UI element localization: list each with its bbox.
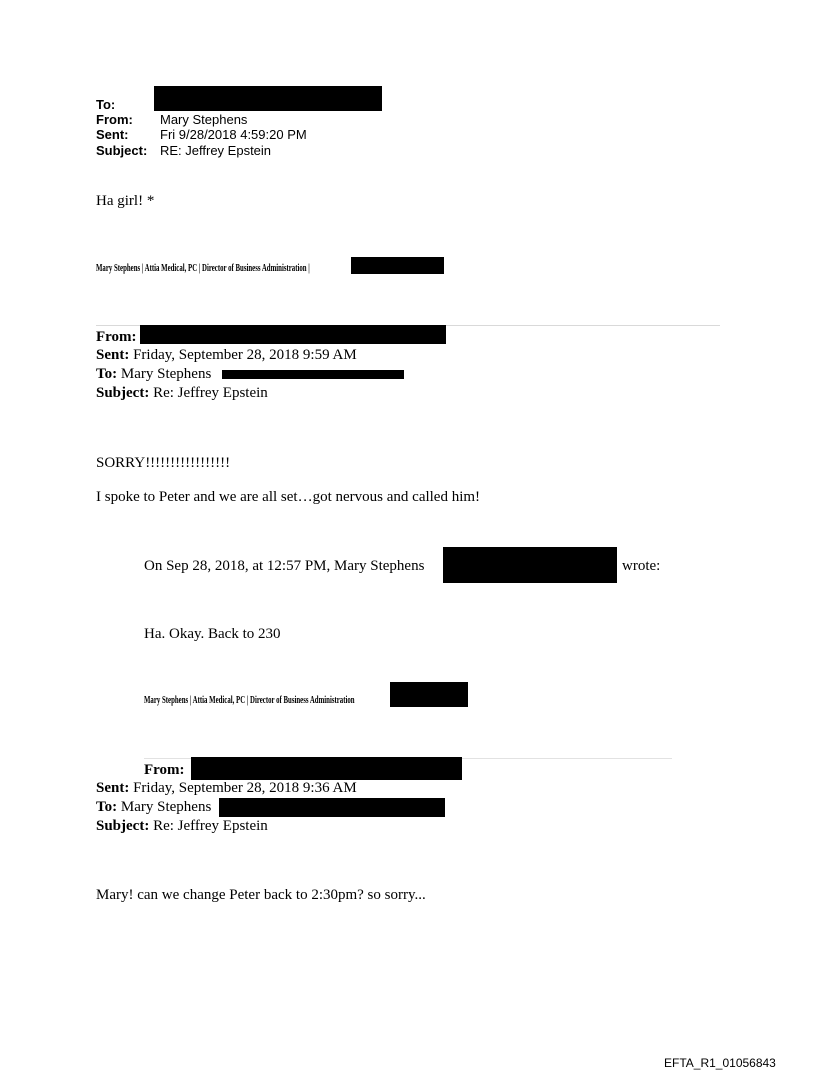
msg3-subject-label: Subject: bbox=[96, 818, 150, 834]
msg3-sent-label: Sent: bbox=[96, 780, 130, 796]
msg3-from-row bbox=[144, 761, 185, 780]
msg3-body: Mary! can we change Peter back to 2:30pm? so sorry... bbox=[96, 887, 426, 903]
header-from-value: Mary Stephens bbox=[160, 112, 248, 127]
quote-intro-prefix: On Sep 28, 2018, at 12:57 PM, Mary Stephens bbox=[144, 558, 425, 574]
header-subject-row bbox=[96, 143, 271, 158]
msg2-to-label: To: bbox=[96, 366, 118, 382]
header-sent-row bbox=[96, 127, 307, 142]
msg3-from-label: From: bbox=[144, 762, 185, 778]
quote-signature-text: Mary Stephens | Attia Medical, PC | Director of Business Administration bbox=[144, 694, 355, 706]
reply1-signature-text: Mary Stephens | Attia Medical, PC | Director of Business Administration | bbox=[96, 262, 310, 274]
msg3-to-row bbox=[96, 798, 211, 817]
msg2-subject-label: Subject: bbox=[96, 385, 150, 401]
header-to-label: To: bbox=[96, 97, 116, 112]
header-from-label: From: bbox=[96, 112, 133, 127]
msg2-from-row bbox=[96, 328, 137, 347]
header-to-row bbox=[96, 97, 160, 112]
header-sent-label: Sent: bbox=[96, 127, 129, 142]
redaction-bar bbox=[219, 798, 445, 817]
msg2-sent-label: Sent: bbox=[96, 347, 130, 363]
redaction-bar bbox=[351, 257, 444, 274]
reply1-body: Ha girl! * bbox=[96, 193, 155, 209]
msg2-body-line1: SORRY!!!!!!!!!!!!!!!!! bbox=[96, 455, 231, 471]
msg2-subject-row bbox=[96, 384, 268, 403]
msg2-sent-row bbox=[96, 346, 357, 365]
quote-intro-suffix: wrote: bbox=[622, 558, 661, 574]
quote-body: Ha. Okay. Back to 230 bbox=[144, 626, 281, 642]
msg3-sent-value: Friday, September 28, 2018 9:36 AM bbox=[133, 780, 357, 796]
redaction-bar bbox=[191, 757, 462, 780]
document-id: EFTA_R1_01056843 bbox=[664, 1056, 776, 1070]
redaction-bar bbox=[390, 682, 468, 707]
msg3-sent-row bbox=[96, 779, 357, 798]
header-sent-value: Fri 9/28/2018 4:59:20 PM bbox=[160, 127, 307, 142]
msg2-sent-value: Friday, September 28, 2018 9:59 AM bbox=[133, 347, 357, 363]
header-from-row bbox=[96, 112, 247, 127]
msg3-subject-row bbox=[96, 817, 268, 836]
msg3-subject-value: Re: Jeffrey Epstein bbox=[153, 818, 268, 834]
redaction-bar bbox=[140, 325, 446, 344]
msg3-to-label: To: bbox=[96, 799, 118, 815]
header-subject-value: RE: Jeffrey Epstein bbox=[160, 143, 272, 158]
msg2-from-label: From: bbox=[96, 329, 137, 345]
msg2-body-line2: I spoke to Peter and we are all set…got nervous and called him! bbox=[96, 489, 481, 505]
quote-signature bbox=[144, 694, 355, 706]
msg2-to-row bbox=[96, 365, 211, 384]
redaction-bar bbox=[154, 86, 382, 111]
msg3-to-value: Mary Stephens bbox=[120, 799, 212, 815]
redaction-bar bbox=[443, 547, 617, 583]
msg2-subject-value: Re: Jeffrey Epstein bbox=[153, 385, 268, 401]
redaction-bar bbox=[222, 370, 404, 379]
header-subject-label: Subject: bbox=[96, 143, 148, 158]
msg2-to-value: Mary Stephens bbox=[120, 366, 212, 382]
reply1-signature bbox=[96, 262, 310, 274]
